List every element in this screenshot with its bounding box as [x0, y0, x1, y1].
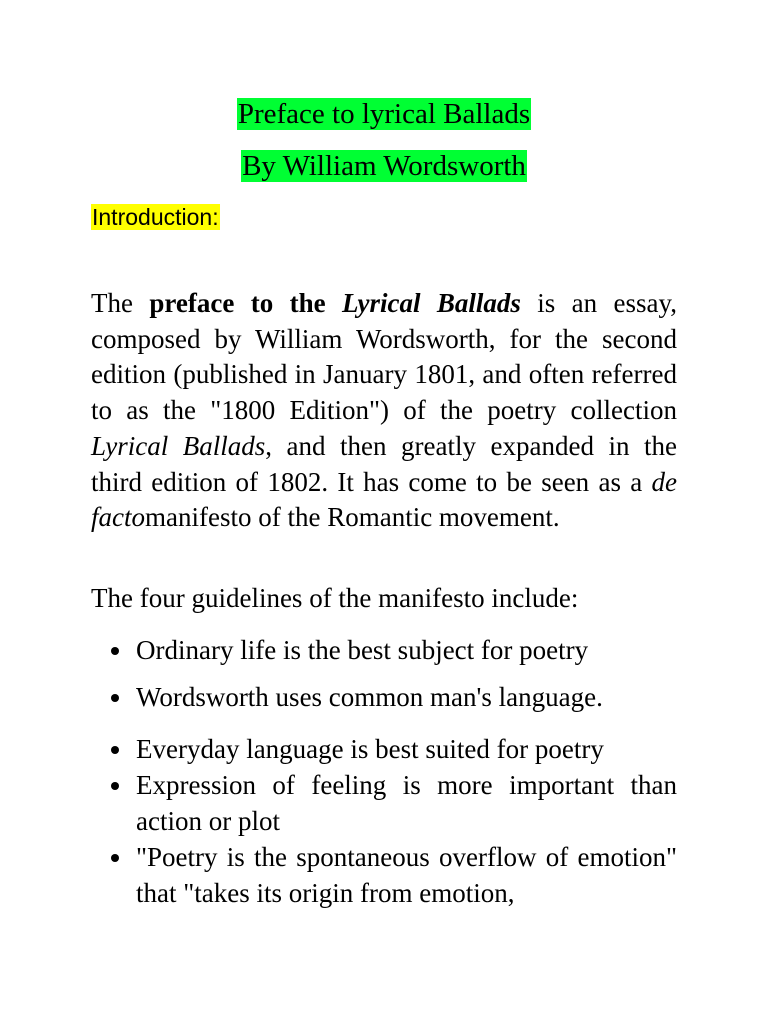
intro-paragraph: [91, 286, 677, 536]
list-item: Everyday language is best suited for poetry: [91, 731, 677, 767]
guideline-list: [91, 731, 677, 911]
para-italic-de-facto: de facto: [91, 466, 677, 533]
list-item: Expression of feeling is more important than action or plot: [91, 767, 677, 839]
para-bold-italic-title: Lyrical Ballads: [341, 288, 521, 318]
list-intro: The four guidelines of the manifesto include:: [91, 583, 579, 613]
guideline-list: [91, 679, 677, 715]
title-line-2: By William Wordsworth: [242, 150, 526, 182]
introduction-heading: Introduction:: [92, 204, 219, 230]
document-title: [0, 97, 768, 131]
list-item: Ordinary life is the best subject for poetry: [91, 632, 677, 668]
para-text-2: is an essay, composed by William Wordsworth, for the second edition (published in January 1801, and often referred to as the "1800 Edition") of the poetry collection: [91, 288, 677, 426]
title-line-1: Preface to lyrical Ballads: [237, 98, 531, 130]
list-item: Wordsworth uses common man's language.: [91, 679, 677, 715]
section-heading: [91, 200, 220, 234]
para-text-3: , and then greatly expanded in the third edition of 1802. It has come to be seen as a: [91, 430, 677, 497]
para-bold-text: preface to the: [149, 288, 342, 318]
para-italic-title: Lyrical Ballads: [91, 430, 266, 461]
list-item: "Poetry is the spontaneous overflow of emotion" that "takes its origin from emotion,: [91, 839, 677, 911]
para-text-1: The: [91, 288, 150, 318]
document-author: [0, 149, 768, 183]
para-text-4: manifesto of the Romantic movement.: [145, 502, 560, 533]
guideline-list: [91, 632, 677, 668]
